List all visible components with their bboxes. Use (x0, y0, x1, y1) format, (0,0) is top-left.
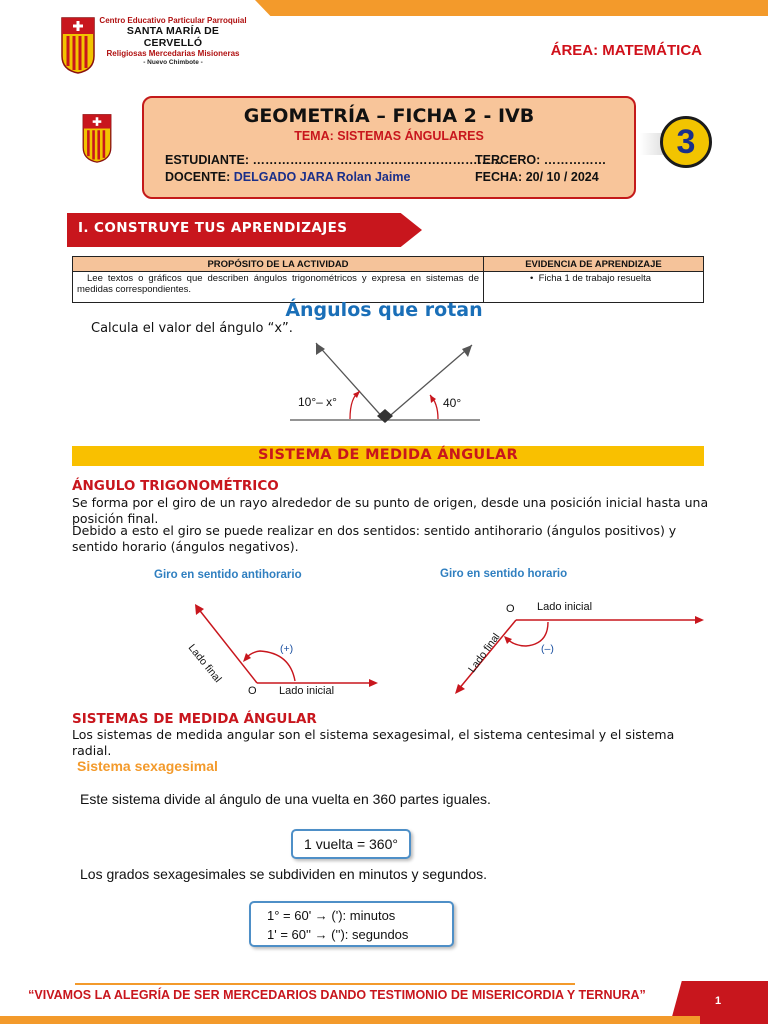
trig-heading: ÁNGULO TRIGONOMÉTRICO (72, 478, 279, 494)
school-line-1: Centro Educativo Particular Parroquial (99, 16, 247, 25)
page-number: 1 (714, 995, 722, 1007)
student-field: ESTUDIANTE: …………………………………………………… (165, 153, 503, 167)
one-turn-formula-box (291, 829, 411, 859)
purpose-cell (73, 272, 484, 303)
section-banner-text: I. CONSTRUYE TUS APRENDIZAJES (78, 220, 348, 236)
cw-initial-side-label: Lado inicial (537, 601, 593, 613)
worksheet-topic: TEMA: SISTEMAS ÁNGULARES (294, 129, 484, 143)
sexagesimal-paragraph-1: Este sistema divide al ángulo de una vuelta en 360 partes iguales. (80, 791, 491, 807)
cw-final-side-label: Lado final (466, 631, 503, 676)
worksheet-title: GEOMETRÍA – FICHA 2 - IVB (243, 105, 535, 127)
ccw-initial-side-label: Lado inicial (279, 685, 335, 697)
grade-field: TERCERO: …………… (475, 153, 607, 167)
rotating-right-label: 40° (443, 396, 462, 410)
area-label: ÁREA: MATEMÁTICA (550, 42, 702, 59)
trig-paragraph-2: Debido a esto el giro se puede realizar en dos sentidos: sentido antihorario (ángulos positivos) y sentido horario (ángulos negativos). (72, 523, 677, 554)
rotating-left-label: 10°– x° (298, 395, 337, 409)
rotating-prompt: Calcula el valor del ángulo “x”. (91, 321, 293, 336)
rotating-angles-title: Ángulos que rotan (285, 299, 483, 321)
evidence-text: Ficha 1 de trabajo resuelta (538, 273, 652, 284)
subdivision-box (249, 901, 454, 947)
cw-origin-label: O (506, 603, 515, 615)
sexagesimal-heading: Sistema sexagesimal (77, 758, 218, 774)
rotating-angles-figure (280, 335, 500, 425)
teacher-field (165, 170, 410, 184)
ccw-caption: Giro en sentido antihorario (154, 569, 302, 581)
teacher-name: DELGADO JARA Rolan Jaime (233, 170, 411, 184)
subdivision-row-1: 1° = 60' → ('): minutos (267, 908, 396, 923)
bottom-orange-bar (0, 1016, 700, 1024)
school-line-4: - Nuevo Chimbote - (143, 58, 203, 66)
one-turn-formula: 1 vuelta = 360° (304, 836, 398, 852)
trig-paragraph-1: Se forma por el giro de un rayo alrededor de su punto de origen, desde una posición inicial hasta una posición final. (72, 495, 709, 526)
ccw-sign: (+) (280, 643, 294, 655)
footer-divider (75, 983, 575, 985)
date-field: FECHA: 20/ 10 / 2024 (475, 170, 599, 184)
sexagesimal-paragraph-2: Los grados sexagesimales se subdividen en minutos y segundos. (80, 866, 488, 882)
purpose-text: Lee textos o gráficos que describen ángulos trigonométricos y expresa en sistemas de medidas correspondientes. (77, 273, 479, 295)
school-shield-logo (60, 16, 96, 74)
small-shield-logo (80, 113, 114, 167)
purpose-header: PROPÓSITO DE LA ACTIVIDAD (73, 257, 484, 272)
systems-paragraph: Los sistemas de medida angular son el sistema sexagesimal, el sistema centesimal y el sistema radial. (72, 727, 675, 758)
ccw-origin-label: O (248, 685, 257, 697)
footer-quote: “VIVAMOS LA ALEGRÍA DE SER MERCEDARIOS DANDO TESTIMONIO DE MISERICORDIA Y TERNURA” (28, 988, 646, 1002)
cw-caption: Giro en sentido horario (440, 568, 568, 580)
systems-heading: SISTEMAS DE MEDIDA ÁNGULAR (72, 711, 317, 727)
school-line-3: Religiosas Mercedarias Misioneras (106, 49, 240, 59)
school-line-2: SANTA MARÍA DE CERVELLÓ (126, 25, 220, 50)
system-section-title: SISTEMA DE MEDIDA ÁNGULAR (258, 447, 518, 463)
subdivision-row-2: 1' = 60'' → (''): segundos (267, 927, 409, 942)
top-orange-bar (255, 0, 768, 16)
grade-badge: 3 (660, 116, 712, 168)
worksheet-header (142, 96, 636, 199)
purpose-table (72, 256, 704, 303)
evidence-header: EVIDENCIA DE APRENDIZAJE (484, 257, 704, 272)
ccw-final-side-label: Lado final (185, 642, 224, 685)
cw-sign: (–) (541, 643, 554, 655)
teacher-label: DOCENTE: (165, 170, 231, 184)
school-name-block (98, 16, 248, 66)
evidence-cell: • Ficha 1 de trabajo resuelta (484, 272, 704, 303)
